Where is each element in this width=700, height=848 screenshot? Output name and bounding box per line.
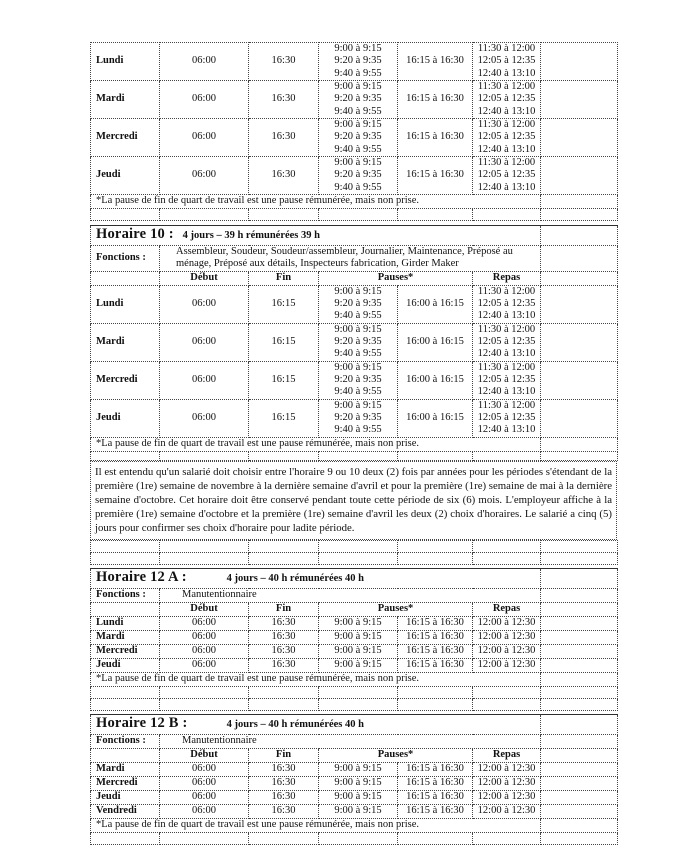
repas-cell: 12:00 à 12:30	[473, 804, 541, 818]
header-repas: Repas	[473, 602, 541, 616]
table-row	[91, 323, 618, 361]
repas-cell: 12:00 à 12:30	[473, 762, 541, 776]
fin-cell: 16:30	[249, 776, 319, 790]
empty-cell	[541, 762, 618, 776]
spacer-row	[91, 552, 618, 564]
schedule-title-row	[91, 568, 618, 588]
schedule-table-9-continued	[90, 42, 618, 221]
day-cell: Jeudi	[91, 399, 160, 437]
spacer-row	[91, 698, 618, 710]
table-row	[91, 790, 618, 804]
pause-am-cell: 9:00 à 9:15 9:20 à 9:35 9:40 à 9:55	[319, 157, 398, 195]
empty-cell	[541, 804, 618, 818]
day-cell: Jeudi	[91, 790, 160, 804]
day-cell: Jeudi	[91, 658, 160, 672]
empty-cell	[541, 644, 618, 658]
pause-am-cell: 9:00 à 9:15	[319, 616, 398, 630]
header-fin: Fin	[249, 602, 319, 616]
pause-pm-cell: 16:15 à 16:30	[398, 658, 473, 672]
repas-cell: 11:30 à 12:00 12:05 à 12:35 12:40 à 13:10	[473, 285, 541, 323]
day-cell: Lundi	[91, 285, 160, 323]
pause-pm-cell: 16:15 à 16:30	[398, 762, 473, 776]
fonctions-label: Fonctions :	[91, 588, 160, 602]
fin-cell: 16:30	[249, 790, 319, 804]
footnote-row	[91, 818, 618, 832]
empty-cell	[541, 437, 618, 451]
empty-cell	[541, 818, 618, 832]
schedule-subtitle: 4 jours – 40 h rémunérées 40 h	[226, 573, 364, 585]
empty-cell	[541, 630, 618, 644]
debut-cell: 06:00	[160, 361, 249, 399]
fin-cell: 16:15	[249, 323, 319, 361]
table-row	[91, 157, 618, 195]
pause-am-cell: 9:00 à 9:15 9:20 à 9:35 9:40 à 9:55	[319, 43, 398, 81]
pause-am-cell: 9:00 à 9:15 9:20 à 9:35 9:40 à 9:55	[319, 119, 398, 157]
footnote-row	[91, 437, 618, 451]
schedule-table-10	[90, 225, 618, 461]
table-row	[91, 119, 618, 157]
header-pauses: Pauses*	[319, 602, 473, 616]
repas-cell: 12:00 à 12:30	[473, 644, 541, 658]
pause-am-cell: 9:00 à 9:15 9:20 à 9:35 9:40 à 9:55	[319, 399, 398, 437]
day-cell: Mercredi	[91, 776, 160, 790]
spacer-row	[91, 209, 618, 221]
empty-cell	[541, 323, 618, 361]
schedule-table-12b	[90, 714, 618, 845]
day-cell: Mardi	[91, 630, 160, 644]
table-row	[91, 81, 618, 119]
day-rows	[91, 762, 618, 818]
fonctions-row	[91, 246, 618, 272]
pause-am-cell: 9:00 à 9:15 9:20 à 9:35 9:40 à 9:55	[319, 361, 398, 399]
day-cell: Mardi	[91, 323, 160, 361]
fonctions-value: Assembleur, Soudeur, Soudeur/assembleur, Journalier, Maintenance, Préposé au ménage, Préposé aux détails, Inspecteurs fabrication, Girder Maker	[160, 246, 541, 272]
header-debut: Début	[160, 271, 249, 285]
repas-cell: 12:00 à 12:30	[473, 658, 541, 672]
pause-pm-cell: 16:00 à 16:15	[398, 323, 473, 361]
header-day	[91, 748, 160, 762]
pause-pm-cell: 16:15 à 16:30	[398, 43, 473, 81]
fin-cell: 16:30	[249, 616, 319, 630]
debut-cell: 06:00	[160, 43, 249, 81]
debut-cell: 06:00	[160, 790, 249, 804]
column-header-row	[91, 748, 618, 762]
repas-cell: 12:00 à 12:30	[473, 630, 541, 644]
fonctions-label: Fonctions :	[91, 246, 160, 272]
header-repas: Repas	[473, 748, 541, 762]
footnote-text: *La pause de fin de quart de travail est une pause rémunérée, mais non prise.	[91, 818, 541, 832]
repas-cell: 11:30 à 12:00 12:05 à 12:35 12:40 à 13:10	[473, 81, 541, 119]
debut-cell: 06:00	[160, 804, 249, 818]
pause-pm-cell: 16:15 à 16:30	[398, 119, 473, 157]
spacer-row	[91, 451, 618, 460]
fin-cell: 16:30	[249, 43, 319, 81]
table-row	[91, 285, 618, 323]
debut-cell: 06:00	[160, 776, 249, 790]
empty-cell	[541, 246, 618, 272]
day-cell: Lundi	[91, 43, 160, 81]
spacer-row	[91, 540, 618, 552]
debut-cell: 06:00	[160, 399, 249, 437]
pause-am-cell: 9:00 à 9:15	[319, 790, 398, 804]
pause-pm-cell: 16:15 à 16:30	[398, 804, 473, 818]
empty-cell	[541, 271, 618, 285]
schedule-title: Horaire 12 B :	[96, 715, 188, 732]
fin-cell: 16:15	[249, 285, 319, 323]
header-debut: Début	[160, 748, 249, 762]
repas-cell: 12:00 à 12:30	[473, 790, 541, 804]
schedule-subtitle: 4 jours – 39 h rémunérées 39 h	[182, 230, 320, 242]
fin-cell: 16:30	[249, 804, 319, 818]
header-day	[91, 271, 160, 285]
fin-cell: 16:30	[249, 762, 319, 776]
footnote-text: *La pause de fin de quart de travail est une pause rémunérée, mais non prise.	[91, 672, 541, 686]
day-cell: Mardi	[91, 762, 160, 776]
empty-cell	[541, 119, 618, 157]
table-row	[91, 399, 618, 437]
table-row	[91, 658, 618, 672]
spacer-row	[91, 686, 618, 698]
table-row	[91, 804, 618, 818]
empty-cell	[541, 588, 618, 602]
schedule-title: Horaire 12 A :	[96, 569, 187, 586]
empty-cell	[541, 157, 618, 195]
pause-pm-cell: 16:15 à 16:30	[398, 81, 473, 119]
repas-cell: 11:30 à 12:00 12:05 à 12:35 12:40 à 13:10	[473, 157, 541, 195]
empty-cell	[541, 43, 618, 81]
pause-pm-cell: 16:00 à 16:15	[398, 361, 473, 399]
footnote-row	[91, 195, 618, 209]
footnote-text: *La pause de fin de quart de travail est une pause rémunérée, mais non prise.	[91, 437, 541, 451]
repas-cell: 11:30 à 12:00 12:05 à 12:35 12:40 à 13:10	[473, 399, 541, 437]
empty-cell	[541, 714, 618, 734]
debut-cell: 06:00	[160, 616, 249, 630]
table-row	[91, 361, 618, 399]
empty-cell	[541, 285, 618, 323]
day-rows	[91, 43, 618, 195]
pause-pm-cell: 16:15 à 16:30	[398, 790, 473, 804]
footnote-row	[91, 672, 618, 686]
debut-cell: 06:00	[160, 285, 249, 323]
table-row	[91, 762, 618, 776]
empty-cell	[541, 790, 618, 804]
schedule-title-row	[91, 226, 618, 246]
pause-am-cell: 9:00 à 9:15	[319, 776, 398, 790]
pause-pm-cell: 16:15 à 16:30	[398, 157, 473, 195]
fonctions-value: Manutentionnaire	[160, 588, 541, 602]
schedule-table-12a	[90, 568, 618, 711]
day-cell: Lundi	[91, 616, 160, 630]
empty-cell	[541, 658, 618, 672]
empty-cell	[541, 399, 618, 437]
fin-cell: 16:30	[249, 119, 319, 157]
footnote-text: *La pause de fin de quart de travail est une pause rémunérée, mais non prise.	[91, 195, 541, 209]
header-fin: Fin	[249, 271, 319, 285]
empty-cell	[541, 734, 618, 748]
day-rows	[91, 285, 618, 437]
pause-pm-cell: 16:00 à 16:15	[398, 399, 473, 437]
debut-cell: 06:00	[160, 658, 249, 672]
fonctions-row	[91, 734, 618, 748]
day-cell: Mercredi	[91, 644, 160, 658]
fonctions-row	[91, 588, 618, 602]
empty-cell	[541, 195, 618, 209]
spacer-row	[91, 832, 618, 844]
fonctions-label: Fonctions :	[91, 734, 160, 748]
day-cell: Mercredi	[91, 119, 160, 157]
fin-cell: 16:30	[249, 81, 319, 119]
header-debut: Début	[160, 602, 249, 616]
fin-cell: 16:30	[249, 157, 319, 195]
repas-cell: 12:00 à 12:30	[473, 776, 541, 790]
repas-cell: 11:30 à 12:00 12:05 à 12:35 12:40 à 13:10	[473, 43, 541, 81]
debut-cell: 06:00	[160, 81, 249, 119]
table-row	[91, 644, 618, 658]
debut-cell: 06:00	[160, 119, 249, 157]
empty-cell	[541, 602, 618, 616]
pause-am-cell: 9:00 à 9:15 9:20 à 9:35 9:40 à 9:55	[319, 81, 398, 119]
column-header-row	[91, 271, 618, 285]
table-row	[91, 776, 618, 790]
repas-cell: 12:00 à 12:30	[473, 616, 541, 630]
repas-cell: 11:30 à 12:00 12:05 à 12:35 12:40 à 13:10	[473, 119, 541, 157]
debut-cell: 06:00	[160, 323, 249, 361]
document-body	[90, 42, 618, 845]
pause-pm-cell: 16:15 à 16:30	[398, 776, 473, 790]
table-row	[91, 616, 618, 630]
header-pauses: Pauses*	[319, 748, 473, 762]
fin-cell: 16:15	[249, 399, 319, 437]
fin-cell: 16:30	[249, 658, 319, 672]
pause-am-cell: 9:00 à 9:15	[319, 630, 398, 644]
header-day	[91, 602, 160, 616]
pause-am-cell: 9:00 à 9:15 9:20 à 9:35 9:40 à 9:55	[319, 323, 398, 361]
empty-cell	[541, 776, 618, 790]
table-row	[91, 43, 618, 81]
empty-cell	[541, 748, 618, 762]
table-row	[91, 630, 618, 644]
pause-pm-cell: 16:00 à 16:15	[398, 285, 473, 323]
pause-am-cell: 9:00 à 9:15	[319, 804, 398, 818]
header-fin: Fin	[249, 748, 319, 762]
pause-am-cell: 9:00 à 9:15	[319, 644, 398, 658]
empty-cell	[541, 568, 618, 588]
day-cell: Vendredi	[91, 804, 160, 818]
pause-am-cell: 9:00 à 9:15 9:20 à 9:35 9:40 à 9:55	[319, 285, 398, 323]
debut-cell: 06:00	[160, 630, 249, 644]
fin-cell: 16:30	[249, 644, 319, 658]
empty-cell	[541, 81, 618, 119]
repas-cell: 11:30 à 12:00 12:05 à 12:35 12:40 à 13:10	[473, 361, 541, 399]
pause-pm-cell: 16:15 à 16:30	[398, 616, 473, 630]
day-rows	[91, 616, 618, 672]
day-cell: Mercredi	[91, 361, 160, 399]
schedule-choice-paragraph: Il est entendu qu'un salarié doit choisir entre l'horaire 9 ou 10 deux (2) fois par années pour les périodes s'étendant de la première (1re) semaine de novembre à la dernière semaine d'avril et pour la première (1re) semaine de mai à la dernière semaine d'octobre. Cet horaire doit être conservé pendant toute cette période de six (6) mois. L'employeur affiche à la première (1re) semaine d'octobre et la première (1re) semaine d'avril les deux (2) choix d'horaires. Le salarié a cinq (5) jours pour confirmer ses choix d'horaire pour ladite période.	[90, 461, 617, 540]
column-header-row	[91, 602, 618, 616]
header-repas: Repas	[473, 271, 541, 285]
pause-am-cell: 9:00 à 9:15	[319, 762, 398, 776]
pause-pm-cell: 16:15 à 16:30	[398, 630, 473, 644]
schedule-subtitle: 4 jours – 40 h rémunérées 40 h	[226, 719, 364, 731]
day-cell: Jeudi	[91, 157, 160, 195]
schedule-title: Horaire 10 :	[96, 226, 174, 243]
debut-cell: 06:00	[160, 644, 249, 658]
spacer-table	[90, 540, 618, 565]
schedule-title-row	[91, 714, 618, 734]
pause-am-cell: 9:00 à 9:15	[319, 658, 398, 672]
day-cell: Mardi	[91, 81, 160, 119]
fin-cell: 16:30	[249, 630, 319, 644]
fin-cell: 16:15	[249, 361, 319, 399]
empty-cell	[541, 226, 618, 246]
fonctions-value: Manutentionnaire	[160, 734, 541, 748]
debut-cell: 06:00	[160, 762, 249, 776]
empty-cell	[541, 361, 618, 399]
debut-cell: 06:00	[160, 157, 249, 195]
header-pauses: Pauses*	[319, 271, 473, 285]
pause-pm-cell: 16:15 à 16:30	[398, 644, 473, 658]
empty-cell	[541, 672, 618, 686]
repas-cell: 11:30 à 12:00 12:05 à 12:35 12:40 à 13:10	[473, 323, 541, 361]
empty-cell	[541, 616, 618, 630]
